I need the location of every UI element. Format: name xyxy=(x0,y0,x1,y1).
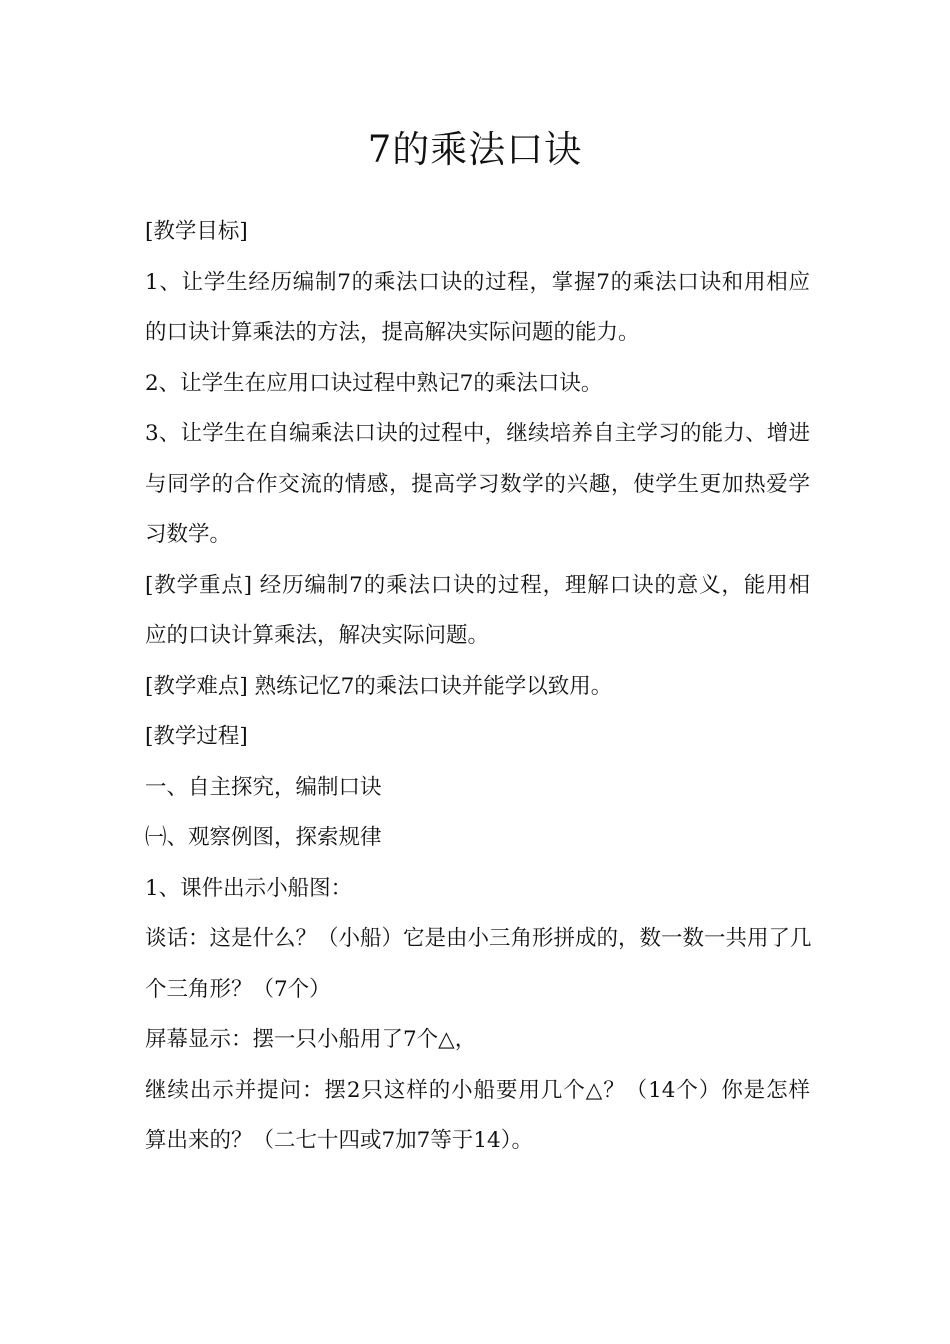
goal-3-line-2: 与同学的合作交流的情感，提高学习数学的兴趣，使学生更加热爱学 xyxy=(145,471,810,497)
key-point-line-2: 应的口诀计算乘法，解决实际问题。 xyxy=(145,623,490,648)
goal-3-line-1: 3、让学生在自编乘法口诀的过程中，继续培养自主学习的能力、增进 xyxy=(145,421,810,446)
goal-3-line-3: 习数学。 xyxy=(145,522,232,547)
dialogue-line-2: 个三角形？（7个） xyxy=(145,976,331,1002)
goal-1-line-2: 的口诀计算乘法的方法，提高解决实际问题的能力。 xyxy=(145,320,640,345)
key-point-line-1: [教学重点] 经历编制7的乘法口诀的过程，理解口诀的意义，能用相 xyxy=(145,572,810,598)
section-1-heading: 一、自主探究，编制口诀 xyxy=(145,774,382,800)
goal-1-line-1: 1、让学生经历编制7的乘法口诀的过程，掌握7的乘法口诀和用相应 xyxy=(145,269,810,295)
step-1: 1、课件出示小船图： xyxy=(145,875,353,901)
question-line-2: 算出来的？（二七十四或7加7等于14）。 xyxy=(145,1128,533,1153)
subsection-1-heading: ㈠、观察例图，探索规律 xyxy=(145,825,382,850)
heading-teaching-process: [教学过程] xyxy=(145,724,248,749)
document-title: 7的乘法口诀 xyxy=(367,128,583,171)
difficult-point: [教学难点] 熟练记忆7的乘法口诀并能学以致用。 xyxy=(145,673,613,699)
document-body xyxy=(145,207,810,1167)
question-line-1: 继续出示并提问：摆2只这样的小船要用几个△？（14个）你是怎样 xyxy=(145,1077,810,1103)
dialogue-line-1: 谈话：这是什么？（小船）它是由小三角形拼成的，数一数一共用了几 xyxy=(145,926,812,951)
heading-teaching-goals: [教学目标] xyxy=(145,219,248,244)
screen-display-line: 屏幕显示：摆一只小船用了7个△， xyxy=(145,1027,477,1052)
goal-2: 2、让学生在应用口诀过程中熟记7的乘法口诀。 xyxy=(145,370,603,396)
